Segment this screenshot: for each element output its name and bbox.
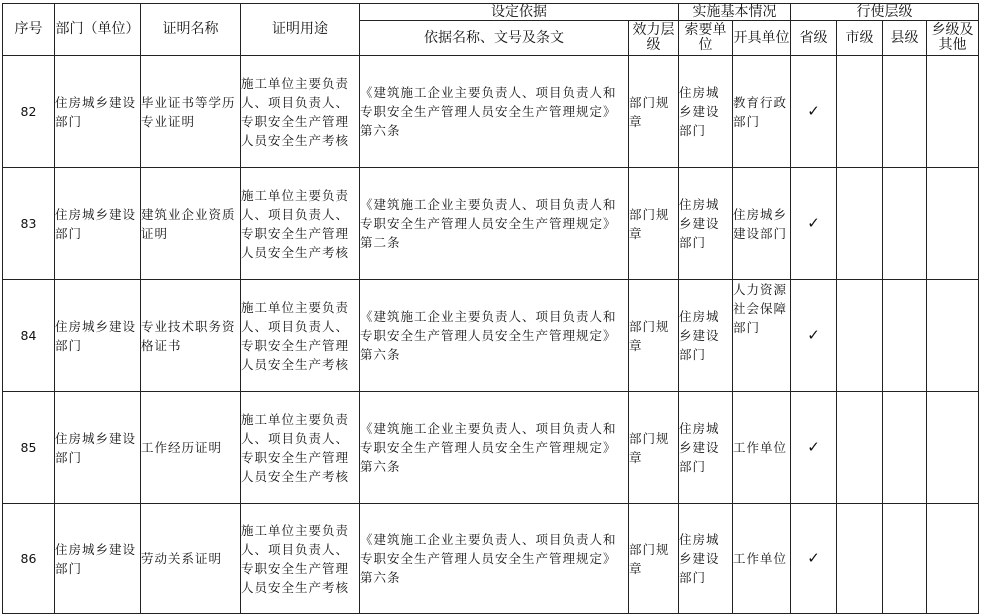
cell-province-check-icon: ✓ [791,168,837,280]
cell-township [927,280,979,392]
cell-requester: 住房城乡建设部门 [679,56,733,168]
cell-dept: 住房城乡建设部门 [55,504,141,614]
header-effect-level: 效力层级 [629,21,679,56]
header-basis-text: 依据名称、文号及条文 [360,21,629,56]
cell-city [837,504,883,614]
table-header [3,4,979,56]
header-impl-group: 实施基本情况 [679,4,791,21]
cell-county [883,504,927,614]
header-purpose: 证明用途 [241,4,360,56]
cell-city [837,168,883,280]
cell-province-check-icon: ✓ [791,504,837,614]
table-row [3,392,979,504]
table-row [3,56,979,168]
cell-cert-name: 专业技术职务资格证书 [141,280,241,392]
cell-city [837,392,883,504]
cell-effect-level: 部门规章 [629,280,679,392]
cell-seq: 82 [3,56,55,168]
cell-township [927,168,979,280]
cell-requester: 住房城乡建设部门 [679,392,733,504]
cell-county [883,168,927,280]
cell-dept: 住房城乡建设部门 [55,392,141,504]
cell-city [837,280,883,392]
cell-issuer: 人力资源社会保障部门 [733,280,791,392]
cell-township [927,504,979,614]
cell-effect-level: 部门规章 [629,392,679,504]
cell-cert-name: 毕业证书等学历专业证明 [141,56,241,168]
cell-issuer: 住房城乡建设部门 [733,168,791,280]
table-row [3,168,979,280]
header-cert-name: 证明名称 [141,4,241,56]
cell-requester: 住房城乡建设部门 [679,504,733,614]
cell-requester: 住房城乡建设部门 [679,168,733,280]
header-issuer: 开具单位 [733,21,791,56]
cell-dept: 住房城乡建设部门 [55,168,141,280]
cell-basis: 《建筑施工企业主要负责人、项目负责人和专职安全生产管理人员安全生产管理规定》第六条 [360,56,629,168]
cell-issuer: 工作单位 [733,504,791,614]
cell-province-check-icon: ✓ [791,56,837,168]
header-county: 县级 [883,21,927,56]
cell-purpose: 施工单位主要负责人、项目负责人、专职安全生产管理人员安全生产考核 [241,56,360,168]
cell-purpose: 施工单位主要负责人、项目负责人、专职安全生产管理人员安全生产考核 [241,392,360,504]
cell-issuer: 教育行政部门 [733,56,791,168]
cell-basis: 《建筑施工企业主要负责人、项目负责人和专职安全生产管理人员安全生产管理规定》第六条 [360,504,629,614]
table-row [3,504,979,614]
cell-seq: 84 [3,280,55,392]
cell-township [927,56,979,168]
cell-cert-name: 建筑业企业资质证明 [141,168,241,280]
cell-county [883,280,927,392]
header-city: 市级 [837,21,883,56]
cell-seq: 83 [3,168,55,280]
cell-cert-name: 劳动关系证明 [141,504,241,614]
cell-requester: 住房城乡建设部门 [679,280,733,392]
cell-city [837,56,883,168]
cell-township [927,392,979,504]
cell-effect-level: 部门规章 [629,168,679,280]
cell-basis: 《建筑施工企业主要负责人、项目负责人和专职安全生产管理人员安全生产管理规定》第六条 [360,280,629,392]
cell-dept: 住房城乡建设部门 [55,280,141,392]
cell-purpose: 施工单位主要负责人、项目负责人、专职安全生产管理人员安全生产考核 [241,280,360,392]
cell-basis: 《建筑施工企业主要负责人、项目负责人和专职安全生产管理人员安全生产管理规定》第六条 [360,392,629,504]
cell-basis: 《建筑施工企业主要负责人、项目负责人和专职安全生产管理人员安全生产管理规定》第二条 [360,168,629,280]
table-body [3,56,979,614]
header-dept: 部门（单位） [55,4,141,56]
certificate-table [2,3,979,614]
header-exercise-group: 行使层级 [791,4,979,21]
cell-effect-level: 部门规章 [629,56,679,168]
header-basis-group: 设定依据 [360,4,679,21]
table-row [3,280,979,392]
cell-purpose: 施工单位主要负责人、项目负责人、专职安全生产管理人员安全生产考核 [241,504,360,614]
header-seq: 序号 [3,4,55,56]
cell-county [883,56,927,168]
cell-purpose: 施工单位主要负责人、项目负责人、专职安全生产管理人员安全生产考核 [241,168,360,280]
cell-province-check-icon: ✓ [791,280,837,392]
cell-county [883,392,927,504]
cell-province-check-icon: ✓ [791,392,837,504]
header-requester: 索要单位 [679,21,733,56]
cell-seq: 85 [3,392,55,504]
header-township: 乡级及其他 [927,21,979,56]
cell-seq: 86 [3,504,55,614]
cell-issuer: 工作单位 [733,392,791,504]
header-province: 省级 [791,21,837,56]
cell-cert-name: 工作经历证明 [141,392,241,504]
cell-dept: 住房城乡建设部门 [55,56,141,168]
cell-effect-level: 部门规章 [629,504,679,614]
